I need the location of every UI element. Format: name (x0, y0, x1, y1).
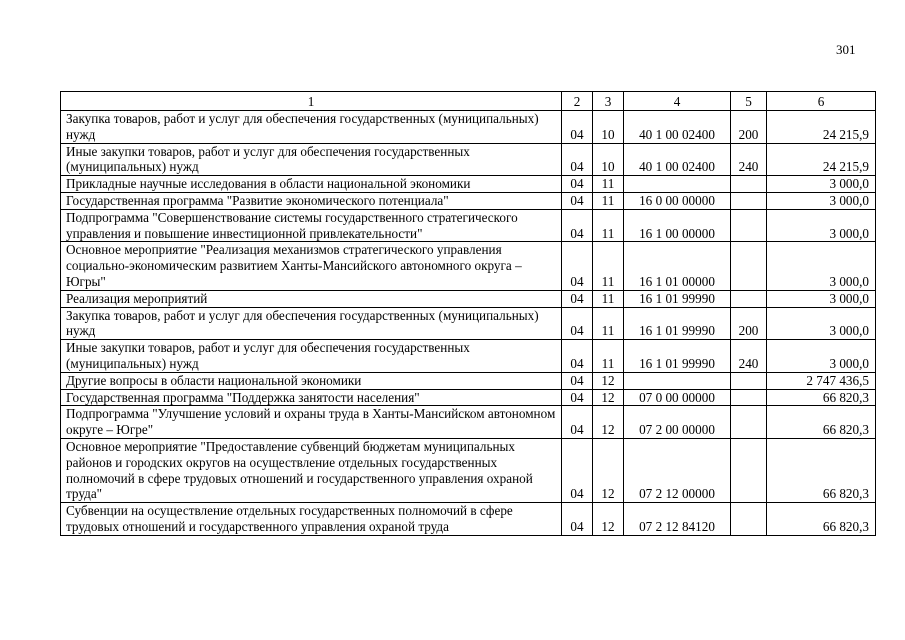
cell-subsection: 11 (593, 307, 624, 340)
cell-target-article (624, 176, 731, 193)
cell-amount: 66 820,3 (767, 406, 876, 439)
table-row (61, 389, 876, 406)
cell-amount: 66 820,3 (767, 438, 876, 502)
cell-name: Основное мероприятие "Реализация механизмов стратегического управления социально-экономическим развитием Ханты-Мансийского автономного округа – Югры" (61, 242, 562, 290)
cell-subsection: 11 (593, 290, 624, 307)
cell-subsection: 11 (593, 192, 624, 209)
cell-section: 04 (562, 209, 593, 242)
cell-name: Прикладные научные исследования в области национальной экономики (61, 176, 562, 193)
table-row (61, 209, 876, 242)
cell-target-article: 16 1 01 00000 (624, 242, 731, 290)
table-row (61, 143, 876, 176)
cell-amount: 3 000,0 (767, 307, 876, 340)
cell-expense-type (731, 192, 767, 209)
cell-amount: 3 000,0 (767, 176, 876, 193)
cell-subsection: 12 (593, 372, 624, 389)
cell-target-article: 40 1 00 02400 (624, 143, 731, 176)
cell-section: 04 (562, 111, 593, 144)
cell-target-article: 16 1 00 00000 (624, 209, 731, 242)
cell-amount: 3 000,0 (767, 290, 876, 307)
table-row (61, 111, 876, 144)
cell-target-article: 07 0 00 00000 (624, 389, 731, 406)
cell-amount: 24 215,9 (767, 143, 876, 176)
cell-expense-type (731, 389, 767, 406)
table-row (61, 438, 876, 502)
column-header-1: 1 (61, 92, 562, 111)
cell-expense-type: 200 (731, 307, 767, 340)
cell-target-article: 40 1 00 02400 (624, 111, 731, 144)
cell-expense-type (731, 372, 767, 389)
cell-section: 04 (562, 307, 593, 340)
cell-section: 04 (562, 389, 593, 406)
cell-expense-type: 200 (731, 111, 767, 144)
column-header-2: 2 (562, 92, 593, 111)
cell-name: Иные закупки товаров, работ и услуг для обеспечения государственных (муниципальных) нужд (61, 340, 562, 373)
cell-expense-type: 240 (731, 340, 767, 373)
cell-subsection: 11 (593, 242, 624, 290)
cell-amount: 3 000,0 (767, 209, 876, 242)
cell-name: Реализация мероприятий (61, 290, 562, 307)
column-header-5: 5 (731, 92, 767, 111)
cell-target-article: 07 2 00 00000 (624, 406, 731, 439)
cell-name: Подпрограмма "Совершенствование системы государственного стратегического управления и повышение инвестиционной привлекательности" (61, 209, 562, 242)
cell-subsection: 12 (593, 503, 624, 536)
cell-amount: 66 820,3 (767, 503, 876, 536)
cell-amount: 3 000,0 (767, 192, 876, 209)
cell-target-article (624, 372, 731, 389)
cell-amount: 2 747 436,5 (767, 372, 876, 389)
cell-section: 04 (562, 372, 593, 389)
cell-amount: 66 820,3 (767, 389, 876, 406)
table-row (61, 503, 876, 536)
cell-target-article: 07 2 12 84120 (624, 503, 731, 536)
cell-subsection: 11 (593, 176, 624, 193)
cell-name: Подпрограмма "Улучшение условий и охраны труда в Ханты-Мансийском автономном округе – Югре" (61, 406, 562, 439)
table-row (61, 406, 876, 439)
cell-section: 04 (562, 143, 593, 176)
cell-subsection: 11 (593, 209, 624, 242)
page-number: 301 (836, 42, 856, 57)
cell-subsection: 12 (593, 406, 624, 439)
cell-expense-type (731, 209, 767, 242)
cell-expense-type: 240 (731, 143, 767, 176)
table-header-row (61, 92, 876, 111)
cell-name: Закупка товаров, работ и услуг для обеспечения государственных (муниципальных) нужд (61, 307, 562, 340)
cell-name: Государственная программа "Поддержка занятости населения" (61, 389, 562, 406)
table-row (61, 372, 876, 389)
cell-target-article: 16 1 01 99990 (624, 290, 731, 307)
cell-expense-type (731, 176, 767, 193)
cell-expense-type (731, 438, 767, 502)
cell-amount: 3 000,0 (767, 340, 876, 373)
cell-target-article: 07 2 12 00000 (624, 438, 731, 502)
table-row (61, 340, 876, 373)
cell-section: 04 (562, 290, 593, 307)
cell-subsection: 10 (593, 143, 624, 176)
cell-section: 04 (562, 406, 593, 439)
cell-expense-type (731, 242, 767, 290)
cell-name: Иные закупки товаров, работ и услуг для обеспечения государственных (муниципальных) нужд (61, 143, 562, 176)
cell-section: 04 (562, 340, 593, 373)
cell-name: Государственная программа "Развитие экономического потенциала" (61, 192, 562, 209)
cell-subsection: 12 (593, 438, 624, 502)
cell-target-article: 16 1 01 99990 (624, 307, 731, 340)
table-row (61, 192, 876, 209)
cell-subsection: 10 (593, 111, 624, 144)
cell-subsection: 12 (593, 389, 624, 406)
table-row (61, 176, 876, 193)
cell-section: 04 (562, 438, 593, 502)
cell-section: 04 (562, 242, 593, 290)
cell-expense-type (731, 503, 767, 536)
column-header-6: 6 (767, 92, 876, 111)
column-header-4: 4 (624, 92, 731, 111)
table-body (61, 111, 876, 536)
cell-amount: 3 000,0 (767, 242, 876, 290)
cell-name: Основное мероприятие "Предоставление субвенций бюджетам муниципальных районов и городских округов на осуществление отдельных государственных полномочий в сфере трудовых отношений и государственного управления охраной труда" (61, 438, 562, 502)
cell-section: 04 (562, 503, 593, 536)
cell-subsection: 11 (593, 340, 624, 373)
cell-name: Субвенции на осуществление отдельных государственных полномочий в сфере трудовых отношений и государственного управления охраной труда (61, 503, 562, 536)
cell-section: 04 (562, 176, 593, 193)
cell-amount: 24 215,9 (767, 111, 876, 144)
cell-expense-type (731, 290, 767, 307)
cell-target-article: 16 0 00 00000 (624, 192, 731, 209)
cell-expense-type (731, 406, 767, 439)
cell-name: Другие вопросы в области национальной экономики (61, 372, 562, 389)
table-row (61, 242, 876, 290)
budget-table (60, 91, 876, 536)
table-row (61, 290, 876, 307)
table-row (61, 307, 876, 340)
cell-name: Закупка товаров, работ и услуг для обеспечения государственных (муниципальных) нужд (61, 111, 562, 144)
column-header-3: 3 (593, 92, 624, 111)
cell-target-article: 16 1 01 99990 (624, 340, 731, 373)
cell-section: 04 (562, 192, 593, 209)
